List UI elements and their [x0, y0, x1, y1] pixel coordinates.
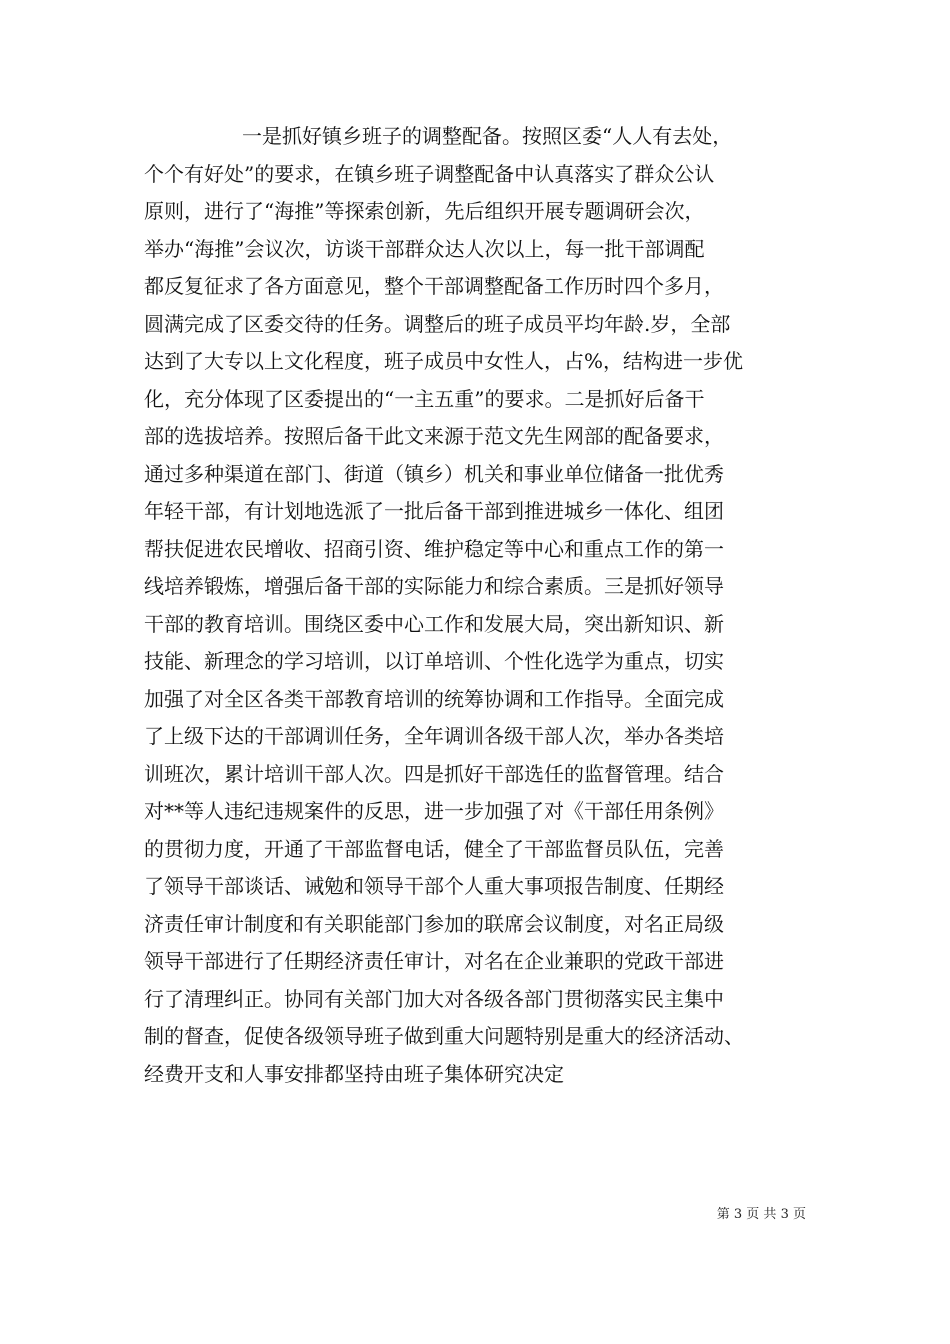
text-line: 都反复征求了各方面意见，整个干部调整配备工作历时四个多月，	[144, 274, 724, 298]
page-label-middle: 页 共	[746, 1207, 777, 1222]
body-paragraph	[144, 118, 810, 1093]
text-line: 的贯彻力度，开通了干部监督电话，健全了干部监督员队伍，完善	[144, 836, 724, 861]
text-line: 通过多种渠道在部门、街道（镇乡）机关和事业单位储备一批优秀	[144, 461, 724, 486]
text-line: 领导干部进行了任期经济责任审计，对名在企业兼职的党政干部进	[144, 949, 724, 973]
text-line: 经费开支和人事安排都坚持由班子集体研究决定	[144, 1061, 564, 1086]
text-line: 了上级下达的干部调训任务，全年调训各级干部人次，举办各类培	[144, 724, 724, 748]
page-number-footer	[0, 1203, 806, 1222]
text-line: 了领导干部谈话、诫勉和领导干部个人重大事项报告制度、任期经	[144, 874, 724, 898]
page-label-prefix: 第	[716, 1207, 730, 1222]
text-line: 年轻干部，有计划地选派了一批后备干部到推进城乡一体化、组团	[144, 499, 724, 523]
current-page-number: 3	[733, 1207, 743, 1222]
text-line: 训班次，累计培训干部人次。四是抓好干部选任的监督管理。结合	[144, 761, 724, 786]
text-line: 帮扶促进农民增收、招商引资、维护稳定等中心和重点工作的第一	[144, 536, 724, 561]
text-line: 达到了大专以上文化程度，班子成员中女性人，占%，结构进一步优	[144, 349, 744, 373]
text-line: 制的督查，促使各级领导班子做到重大问题特别是重大的经济活动、	[144, 1024, 744, 1048]
text-line: 对**等人违纪违规案件的反思，进一步加强了对《干部任用条例》	[144, 799, 724, 823]
page-label-suffix: 页	[792, 1207, 806, 1222]
text-line: 个个有好处”的要求，在镇乡班子调整配备中认真落实了群众公认	[144, 161, 715, 186]
text-line: 举办“海推”会议次，访谈干部群众达人次以上，每一批干部调配	[144, 236, 705, 261]
text-line: 技能、新理念的学习培训，以订单培训、个性化选学为重点，切实	[144, 649, 724, 673]
text-line: 化，充分体现了区委提出的“一主五重”的要求。二是抓好后备干	[144, 386, 705, 411]
text-line: 部的选拔培养。按照后备干此文来源于范文先生网部的配备要求，	[144, 424, 724, 448]
text-line: 干部的教育培训。围绕区委中心工作和发展大局，突出新知识、新	[144, 611, 724, 636]
text-line: 行了清理纠正。协同有关部门加大对各级各部门贯彻落实民主集中	[144, 986, 724, 1011]
text-line: 圆满完成了区委交待的任务。调整后的班子成员平均年龄.岁，全部	[144, 311, 731, 336]
text-line: 济责任审计制度和有关职能部门参加的联席会议制度，对名正局级	[144, 911, 724, 936]
text-line: 线培养锻炼，增强后备干部的实际能力和综合素质。三是抓好领导	[144, 574, 724, 598]
text-line: 一是抓好镇乡班子的调整配备。按照区委“人人有去处，	[242, 124, 733, 148]
text-line: 加强了对全区各类干部教育培训的统筹协调和工作指导。全面完成	[144, 686, 724, 711]
total-page-number: 3	[780, 1207, 789, 1222]
text-line: 原则，进行了“海推”等探索创新，先后组织开展专题调研会次，	[144, 199, 705, 223]
